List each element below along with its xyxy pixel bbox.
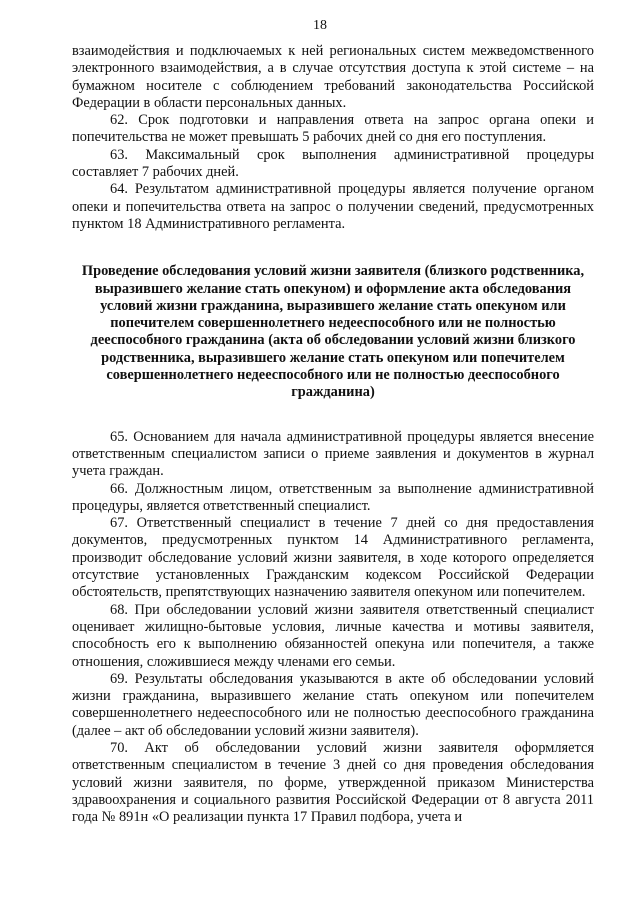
paragraph-65: 65. Основанием для начала административной процедуры является внесение ответственным специалистом записи о приеме заявления и документов в журнал учета граждан. (72, 428, 594, 480)
paragraph-68: 68. При обследовании условий жизни заявителя ответственный специалист оценивает жилищно-бытовые условия, личные качества и мотивы заявителя, способность его к выполнению обязанностей опекуна или попечителя, а также отношения, сложившиеся между членами его семьи. (72, 601, 594, 670)
paragraph-63: 63. Максимальный срок выполнения административной процедуры составляет 7 рабочих дней. (72, 146, 594, 181)
paragraph-continuation: взаимодействия и подключаемых к ней региональных систем межведомственного электронного взаимодействия, а в случае отсутствия доступа к этой системе – на бумажном носителе с соблюдением требований законодательства Российской Федерации в области персональных данных. (72, 43, 594, 111)
paragraph-69: 69. Результаты обследования указываются в акте об обследовании условий жизни гражданина, выразившего желание стать опекуном или попечителем совершеннолетнего недееспособного или не полностью дееспособного гражданина (далее – акт об обследовании условий жизни заявителя). (72, 670, 594, 739)
paragraph-66: 66. Должностным лицом, ответственным за выполнение административной процедуры, является ответственный специалист. (72, 480, 594, 514)
paragraph-70: 70. Акт об обследовании условий жизни заявителя оформляется ответственным специалистом в течение 3 дней со дня проведения обследования условий жизни заявителя, по форме, утвержденной приказом Министерства здравоохранения и социального развития Российской Федерации от 8 августа 2011 года № 891н «О реализации пункта 17 Правил подбора, учета и (72, 739, 594, 826)
paragraph-64: 64. Результатом административной процедуры является получение органом опеки и попечительства ответа на запрос о получении сведений, предусмотренных пунктом 18 Административного регламента. (72, 181, 594, 232)
paragraph-67: 67. Ответственный специалист в течение 7 дней со дня предоставления документов, предусмотренных пунктом 14 Административного регламента, производит обследование условий жизни заявителя, в ходе которого определяется отсутствие установленных Гражданским кодексом Российской Федерации обстоятельств, препятствующих назначению заявителя опекуном или попечителем. (72, 515, 594, 601)
paragraph-62: 62. Срок подготовки и направления ответа на запрос органа опеки и попечительства не может превышать 5 рабочих дней со дня его поступления. (72, 112, 594, 146)
page-number: 18 (313, 18, 327, 33)
section-heading: Проведение обследования условий жизни заявителя (близкого родственника, выразившего желание стать опекуном) и оформление акта обследования условий жизни гражданина, выразившего желание стать опекуном или попечителем совершеннолетнего недееспособного или не полностью дееспособного гражданина (акта об обследовании условий жизни близкого родственника, выразившего желание стать опекуном или попечителем совершеннолетнего недееспособного или не полностью дееспособного гражданина) (81, 263, 585, 401)
document-body (72, 43, 594, 826)
